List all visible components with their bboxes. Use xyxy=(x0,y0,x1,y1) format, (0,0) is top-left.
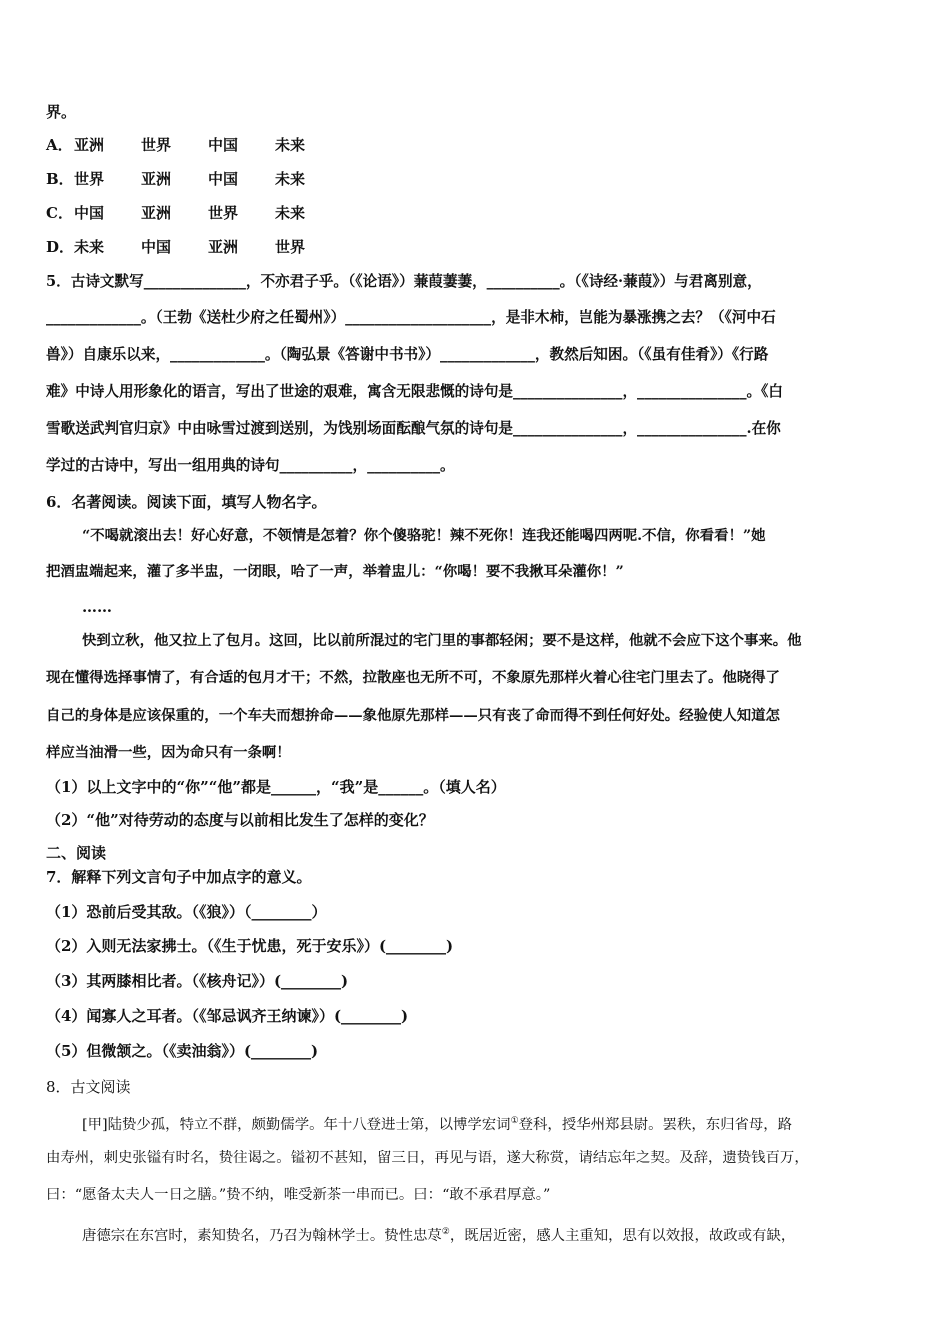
option-c xyxy=(46,202,342,224)
q8-passage-line: 由寿州，刺史张镒有时名，贽往谒之。镒初不甚知，留三日，再见与语，遂大称赏，请结忘年之契。及辞，遗贽钱百万， xyxy=(46,1150,809,1166)
q6-passage-line: 快到立秋，他又拉上了包月。这回，比以前所混过的宅门里的事都轻闲；要不是这样，他就不会应下这个事来。他 xyxy=(82,632,802,649)
q7-title: 7．解释下列文言句子中加点字的意义。 xyxy=(46,868,312,886)
q6-passage-line: 现在懂得选择事情了，有合适的包月才干；不然，拉散座也无所不可，不象原先那样火着心往宅门里去了。他晓得了 xyxy=(46,669,780,686)
option-b xyxy=(46,168,342,190)
option-label: B． xyxy=(46,170,74,188)
q5-line: 5．古诗文默写______________，不亦君子乎。（《论语》）蒹葭萋萋，__________。（《诗经·蒹葭》）与君离别意， xyxy=(46,273,762,290)
section-heading: 二、阅读 xyxy=(46,844,107,862)
q8-text: [甲]陆贽少孤，特立不群，颇勤儒学。年十八登进士第，以博学宏词 xyxy=(82,1116,511,1133)
q7-item: （3）其两膝相比者。（《核舟记》）(________) xyxy=(46,972,349,990)
option-item: 中国 xyxy=(74,204,105,222)
option-item: 未来 xyxy=(275,136,306,154)
option-label: D． xyxy=(46,238,75,256)
q6-quote-line: “不喝就滚出去！好心好意，不领情是怎着？你个傻骆驼！辣不死你！连我还能喝四两呢.不信，你看看！”她 xyxy=(82,527,766,544)
q7-item: （2）入则无法家拂士。（《生于忧患，死于安乐》）(________) xyxy=(46,937,454,955)
option-label: C． xyxy=(46,204,73,222)
q6-quote-line: 把酒盅端起来，灌了多半盅，一闭眼，哈了一声，举着盅儿：“你喝！要不我揪耳朵灌你！” xyxy=(46,563,624,580)
option-label: A． xyxy=(46,136,73,154)
option-item: 亚洲 xyxy=(208,238,239,256)
option-item: 亚洲 xyxy=(74,136,105,154)
q8-text: ，既居近密，感人主重知，思有以效报，故政或有缺， xyxy=(449,1227,796,1244)
ellipsis: …… xyxy=(82,598,112,616)
option-item: 中国 xyxy=(141,238,172,256)
q6-title: 6．名著阅读。阅读下面，填写人物名字。 xyxy=(46,493,327,511)
q8-text: 唐德宗在东宫时，素知贽名，乃召为翰林学士。贽性忠荩 xyxy=(82,1227,442,1244)
q7-item: （5）但微颔之。（《卖油翁》）(________) xyxy=(46,1042,319,1060)
option-item: 世界 xyxy=(208,204,239,222)
q8-passage-line: 曰：“愿备太夫人一日之膳。”贽不纳，唯受新茶一串而已。曰：“敢不承君厚意。” xyxy=(46,1187,551,1203)
q6-passage-line: 样应当油滑一些，因为命只有一条啊！ xyxy=(46,744,291,761)
option-item: 亚洲 xyxy=(141,204,172,222)
q8-passage-line xyxy=(82,1221,908,1247)
option-item: 未来 xyxy=(275,170,306,188)
q5-line: 难》中诗人用形象化的语言，写出了世途的艰难，寓含无限悲慨的诗句是_______________，_______________。《白 xyxy=(46,383,783,400)
option-item: 亚洲 xyxy=(141,170,172,188)
q5-line: _____________。（王勃《送杜少府之任蜀州》）____________________，是非木柿，岂能为暴涨携之去？（《河中石 xyxy=(46,309,776,326)
q5-line: 雪歌送武判官归京》中由咏雪过渡到送别，为饯别场面酝酿气氛的诗句是_______________，_______________.在你 xyxy=(46,420,781,437)
footnote-marker: ② xyxy=(441,1227,450,1237)
q5-line: 学过的古诗中，写出一组用典的诗句__________，__________。 xyxy=(46,457,455,474)
footnote-marker: ① xyxy=(510,1116,519,1126)
q6-sub2: （2）“他”对待劳动的态度与以前相比发生了怎样的变化？ xyxy=(46,811,434,829)
option-item: 世界 xyxy=(74,170,105,188)
option-d xyxy=(46,236,342,258)
q6-passage-line: 自己的身体是应该保重的，一个车夫而想拚命——象他原先那样——只有丧了命而得不到任何好处。经验使人知道怎 xyxy=(46,707,780,724)
option-item: 未来 xyxy=(74,238,105,256)
option-a xyxy=(46,134,342,156)
continuation-line: 界。 xyxy=(46,103,77,121)
option-item: 未来 xyxy=(275,204,306,222)
option-item: 中国 xyxy=(208,170,239,188)
q6-sub1: （1）以上文字中的“你”“他”都是______，“我”是______。（填人名） xyxy=(46,778,506,796)
q7-item: （4）闻寡人之耳者。（《邹忌讽齐王纳谏》）(________) xyxy=(46,1007,409,1025)
q8-passage-line xyxy=(82,1110,908,1136)
q8-text: 登科，授华州郑县尉。罢秩，东归省母，路 xyxy=(518,1116,793,1133)
q8-title: 8．古文阅读 xyxy=(46,1078,131,1096)
option-item: 世界 xyxy=(275,238,306,256)
q7-item: （1）恐前后受其敌。（《狼》）（________） xyxy=(46,903,327,921)
q5-line: 兽》）自康乐以来，_____________。（陶弘景《答谢中书书》）_____________，教然后知困。（《虽有佳肴》）《行路 xyxy=(46,346,769,363)
option-item: 中国 xyxy=(208,136,239,154)
option-item: 世界 xyxy=(141,136,172,154)
